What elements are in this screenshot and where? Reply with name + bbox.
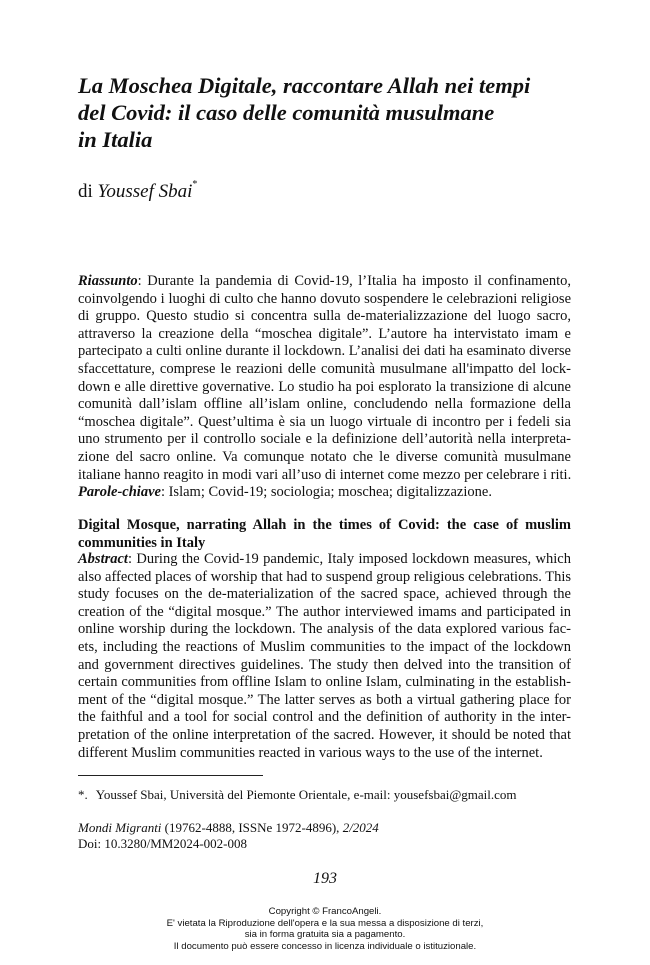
abstract-line: creation of the “digital mosque.” The author interviewed imams and participated in (78, 603, 571, 620)
english-title (78, 517, 571, 552)
abstract-line: pretation of the online interpretation of the sacred. However, it should be noted that (78, 726, 571, 743)
abstract-line: different Muslim communities reacted in various ways to the use of the internet. (78, 744, 543, 761)
english-abstract (78, 551, 571, 762)
abstract-line: zione del sacro online. Va comunque notato che le diverse comunità musulmane (78, 448, 571, 465)
abstract-line: certain communities from offline Islam to online Islam, culminating in the establish- (78, 674, 571, 691)
abstract-label: Abstract (78, 551, 128, 567)
copyright-notice (0, 906, 650, 952)
abstract-line: online worship during the lockdown. The analysis of the data explored various fac- (78, 621, 571, 638)
keywords: : Islam; Covid-19; sociologia; moschea; digitalizzazione. (160, 484, 492, 501)
journal-doi: Doi: 10.3280/MM2024-002-008 (78, 836, 247, 851)
english-title-line: communities in Italy (78, 534, 206, 551)
title-line: del Covid: il caso delle comunità musulmane (78, 100, 495, 125)
journal-info (78, 820, 379, 852)
title-line: in Italia (78, 127, 153, 152)
copyright-line: E' vietata la Riproduzione dell'opera e la sua messa a disposizione di terzi, (166, 917, 484, 929)
abstract-line: and government directives guidelines. The study then delved into the transition of (78, 656, 571, 673)
title-line: La Moschea Digitale, raccontare Allah nei tempi (78, 73, 531, 98)
keywords-line (78, 484, 571, 502)
journal-issn: (19762-4888, ISSNe 1972-4896), (161, 820, 343, 835)
abstract-line: “moschea digitale”. Quest’ultima è sia un luogo virtuale di incontro per i fedeli sia (78, 413, 571, 430)
copyright-line: sia in forma gratuita sia a pagamento. (244, 929, 406, 941)
abstract-line: also affected places of worship that had to suspend group religious celebrations. This (78, 568, 571, 585)
abstract-line: attraverso la creazione della “moschea digitale”. L’autore ha intervistato imam e (78, 325, 571, 342)
english-title-line: Digital Mosque, narrating Allah in the times of Covid: the case of muslim (78, 517, 571, 533)
copyright-line: Copyright © FrancoAngeli. (268, 906, 382, 917)
journal-name: Mondi Migranti (78, 820, 162, 835)
author-prefix: di (78, 181, 93, 202)
abstract-line: ets, including the reactions of Muslim communities to the impact of the lockdown (78, 638, 571, 655)
copyright-line: Il documento può essere concesso in licenza individuale o istituzionale. (173, 940, 477, 952)
abstract-line: sfaccettature, comprese le reazioni delle comunità musulmane all'impatto del lock- (78, 360, 571, 377)
author-name: Youssef Sbai (97, 181, 193, 202)
abstract-line: partecipato a culti online durante il lockdown. L’analisi dei dati ha esaminato diverse (78, 343, 571, 360)
abstract-line: comunità dall’islam offline all’islam online, concludendo nella formazione della (78, 396, 571, 413)
footnote-divider (78, 775, 263, 776)
italian-abstract (78, 273, 571, 502)
abstract-line: italiane hanno reagito in modi vari all’uso di internet come mezzo per celebrare i riti. (78, 466, 572, 483)
abstract-line: the faithful and a tool for social control and the definition of authority in the inter- (78, 709, 571, 726)
abstract-line: Riassunto: Durante la pandemia di Covid-19, l’Italia ha imposto il confinamento, (78, 273, 571, 289)
abstract-line: uno strumento per il controllo sociale e la definizione dell’autorità nella interpreta- (78, 431, 571, 448)
abstract-line: study focuses on the de-materialization of the sacred space, achieved through the (78, 586, 571, 603)
journal-issue: 2/2024 (342, 820, 379, 835)
journal-citation (78, 820, 379, 836)
abstract-line: Abstract: During the Covid-19 pandemic, Italy imposed lockdown measures, which (78, 551, 571, 567)
abstract-line: ment of the “digital mosque.” The latter serves as both a virtual gathering place for (78, 691, 571, 708)
abstract-label: Riassunto (78, 273, 138, 289)
footnote-marker: * (192, 179, 198, 190)
footnote-text: Youssef Sbai, Università del Piemonte Orientale, e-mail: yousefsbai@gmail.com (95, 787, 517, 802)
footnote-mark: *. (78, 787, 88, 802)
footnote (78, 787, 517, 803)
abstract-line: down e alle direttive governative. Lo studio ha poi esplorato la transizione di alcune (78, 378, 571, 395)
abstract-line: coinvolgendo i luoghi di culto che hanno dovuto sospendere le celebrazioni religiose (78, 290, 571, 307)
keywords-label: Parole-chiave (78, 484, 161, 501)
author-byline (78, 181, 197, 203)
abstract-line: di gruppo. Questo studio si concentra sulla de-materializzazione del luogo sacro, (78, 308, 571, 325)
page-number: 193 (313, 870, 337, 887)
article-title (78, 72, 598, 153)
